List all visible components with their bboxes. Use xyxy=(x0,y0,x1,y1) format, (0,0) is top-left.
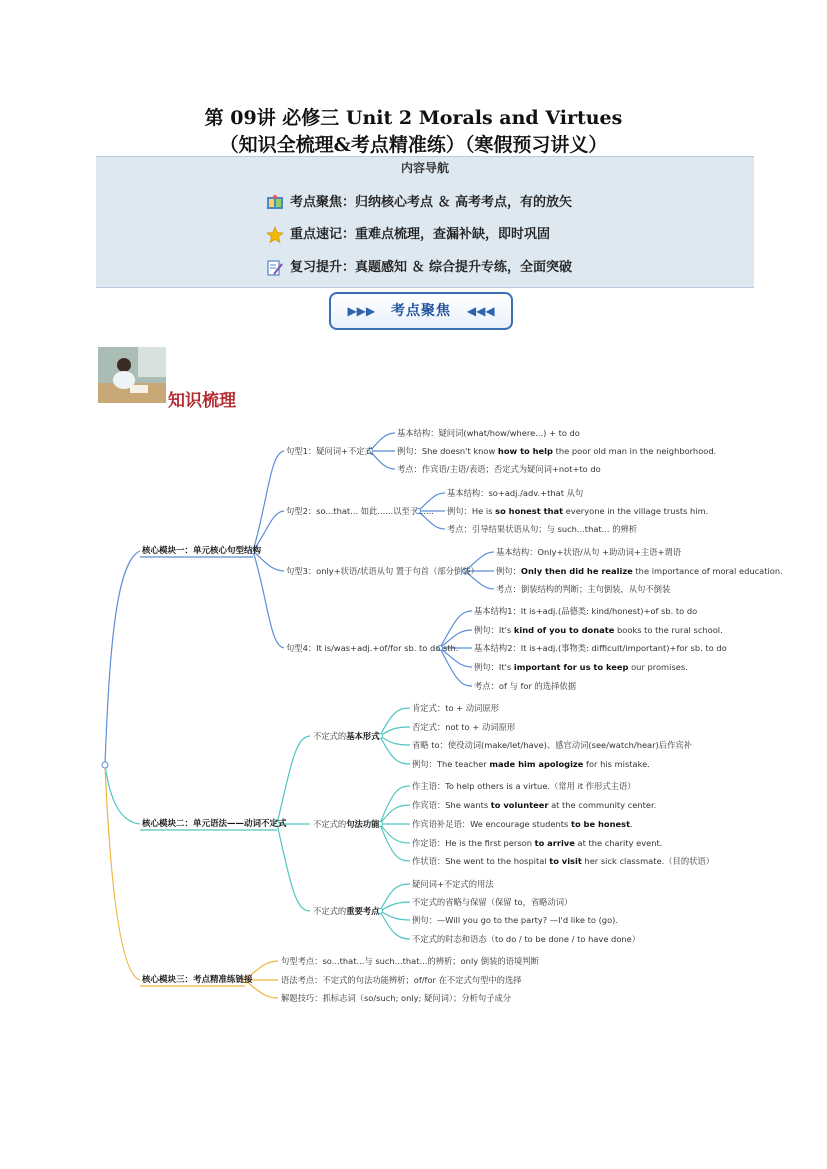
keypoint-example: 例句：—Will you go to the party? —I'd like to (go). xyxy=(412,915,619,925)
keypoint-ellipsis: 不定式的省略与保留（保留 to，省略动词） xyxy=(412,897,573,907)
pattern3-label: 句型3：only+状语/状语从句 置于句首（部分倒装） xyxy=(286,566,479,576)
pattern1-structure: 基本结构：疑问词(what/how/where...) + to do xyxy=(397,428,580,438)
pattern3-structure: 基本结构：Only+状语/从句 +助动词+主语+谓语 xyxy=(496,547,681,557)
function-complement: 作宾语补足语：We encourage students to be honest. xyxy=(412,819,633,829)
pattern4-label: 句型4：It is/was+adj.+of/for sb. to do sth. xyxy=(286,643,459,653)
mindmap-root-node xyxy=(102,762,108,768)
module1-label: 核心模块一：单元核心句型结构 xyxy=(142,546,262,556)
module2-label: 核心模块二：单元语法——动词不定式 xyxy=(142,819,287,829)
practice-grammar-point: 语法考点：不定式的句法功能辨析；of/for 在不定式句型中的选择 xyxy=(281,975,522,985)
nav-row-text: 考点聚焦：归纳核心考点 ＆ 高考考点，有的放矢 xyxy=(290,195,573,210)
pattern2-example: 例句：He is so honest that everyone in the village trusts him. xyxy=(447,506,709,516)
pattern4-structure2: 基本结构2：It is+adj.(事物类: difficult/important)+for sb. to do xyxy=(474,643,727,653)
pattern2-structure: 基本结构：so+adj./adv.+that 从句 xyxy=(447,488,584,498)
right-arrows-icon: ▶▶▶ xyxy=(347,304,376,318)
forms-omit-to: 省略 to：使役动词(make/let/have)、感官动词(see/watch/hear)后作宾补 xyxy=(412,740,692,750)
document-title-line1: 第 09讲 必修三 Unit 2 Morals and Virtues xyxy=(204,107,623,129)
forms-affirmative: 肯定式：to + 动词原形 xyxy=(412,703,499,713)
pattern2-point: 考点：引导结果状语从句；与 such...that... 的辨析 xyxy=(447,524,638,534)
left-arrows-icon: ◀◀◀ xyxy=(466,304,495,318)
function-object: 作宾语：She wants to volunteer at the community center. xyxy=(412,800,657,810)
practice-pattern-point: 句型考点：so...that...与 such...that...的辨析；only 倒装的语境判断 xyxy=(281,956,539,966)
pattern2-label: 句型2：so...that... 如此......以至于...... xyxy=(286,506,434,516)
module3-label: 核心模块三：考点精准练链接 xyxy=(142,975,253,985)
nav-row-text: 重点速记：重难点梳理，查漏补缺，即时巩固 xyxy=(290,227,551,242)
pattern3-example: 例句：Only then did he realize the importance of moral education. xyxy=(496,566,783,576)
focus-section-label: 考点聚焦 xyxy=(391,303,451,319)
nav-heading: 内容导航 xyxy=(400,161,449,175)
infinitive-keypoints-label: 不定式的重要考点 xyxy=(313,906,380,916)
pattern1-label: 句型1：疑问词+不定式 xyxy=(286,446,373,456)
infinitive-forms-label: 不定式的基本形式 xyxy=(313,731,380,741)
pattern4-example1: 例句：It's kind of you to donate books to the rural school. xyxy=(474,625,723,635)
pattern3-point: 考点：倒装结构的判断；主句倒装，从句不倒装 xyxy=(496,584,671,594)
practice-technique: 解题技巧：抓标志词（so/such; only; 疑问词）；分析句子成分 xyxy=(281,993,512,1003)
function-subject: 作主语：To help others is a virtue.（常用 it 作形式主语） xyxy=(412,781,636,791)
pattern4-structure1: 基本结构1：It is+adj.(品德类: kind/honest)+of sb. to do xyxy=(474,606,698,616)
function-attribute: 作定语：He is the first person to arrive at the charity event. xyxy=(412,838,663,848)
function-adverbial: 作状语：She went to the hospital to visit her sick classmate.（目的状语） xyxy=(412,856,715,866)
forms-negative: 否定式：not to + 动词原形 xyxy=(412,722,516,732)
pattern4-point: 考点：of 与 for 的选择依据 xyxy=(474,681,576,691)
pattern1-point: 考点：作宾语/主语/表语；否定式为疑问词+not+to do xyxy=(397,464,601,474)
section-title: 知识梳理 xyxy=(168,391,236,411)
keypoint-wh-infinitive: 疑问词+不定式的用法 xyxy=(412,879,494,889)
pattern4-example2: 例句：It's important for us to keep our promises. xyxy=(474,662,688,672)
document-title-line2: （知识全梳理&考点精准练）（寒假预习讲义） xyxy=(219,134,608,156)
pattern1-example: 例句：She doesn't know how to help the poor old man in the neighborhood. xyxy=(397,446,717,456)
forms-example: 例句：The teacher made him apologize for his mistake. xyxy=(412,759,650,769)
nav-row-text: 复习提升：真题感知 ＆ 综合提升专练，全面突破 xyxy=(290,260,573,275)
infinitive-functions-label: 不定式的句法功能 xyxy=(313,819,380,829)
keypoint-tense-voice: 不定式的时态和语态（to do / to be done / to have done） xyxy=(412,934,641,944)
